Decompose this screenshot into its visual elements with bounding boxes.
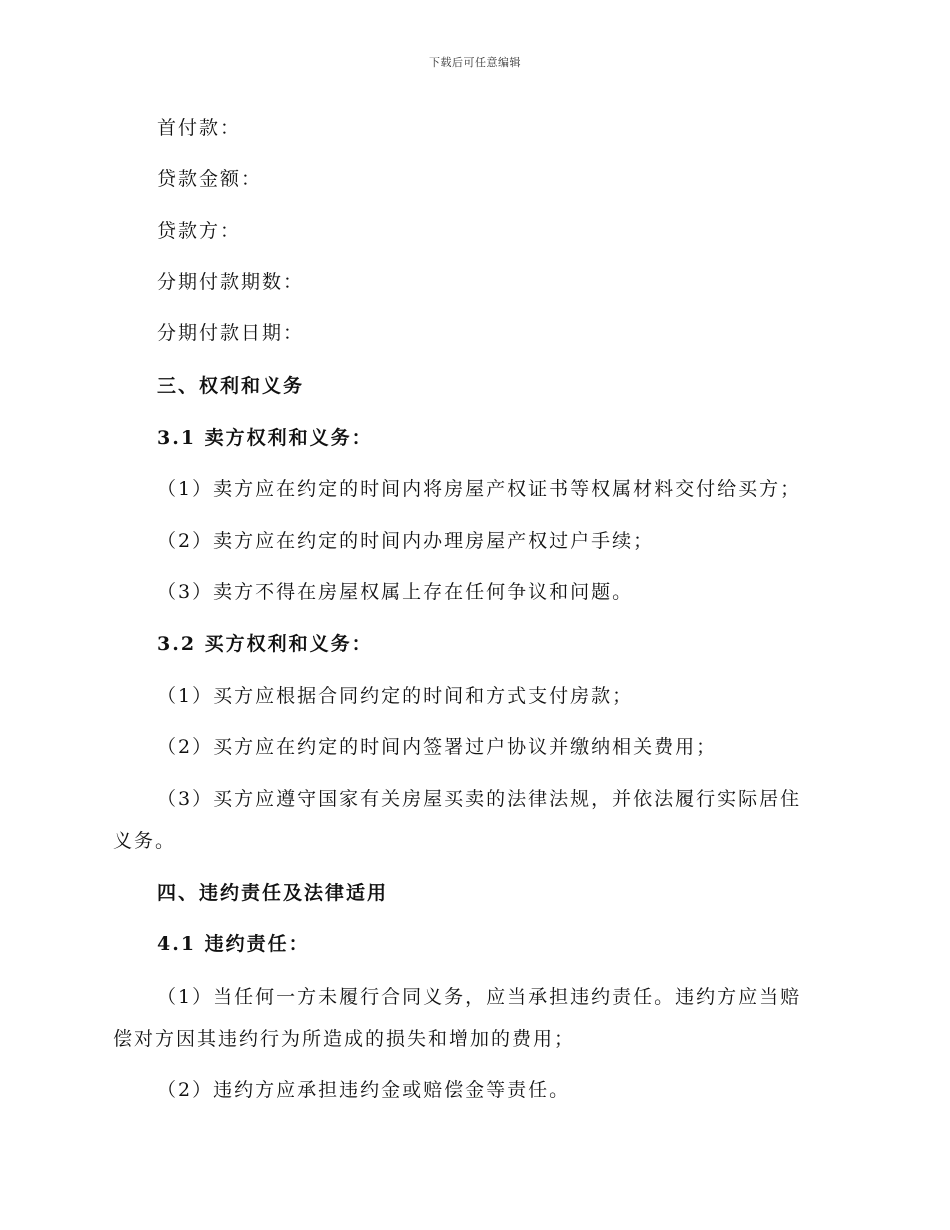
seller-item-2: （2）卖方应在约定的时间内办理房屋产权过户手续； bbox=[157, 530, 655, 552]
seller-item-1: （1）卖方应在约定的时间内将房屋产权证书等权属材料交付给买方； bbox=[157, 478, 802, 500]
section-4-title: 四、违约责任及法律适用 bbox=[157, 882, 389, 904]
seller-rights-title: 3.1 卖方权利和义务： bbox=[157, 427, 373, 449]
lender-label: 贷款方： bbox=[157, 220, 242, 242]
buyer-item-2: （2）买方应在约定的时间内签署过户协议并缴纳相关费用； bbox=[157, 736, 718, 758]
buyer-rights-title: 3.2 买方权利和义务： bbox=[157, 633, 373, 655]
liability-item-2: （2）违约方应承担违约金或赔偿金等责任。 bbox=[157, 1079, 571, 1101]
buyer-item-3-line-1: （3）买方应遵守国家有关房屋买卖的法律法规，并依法履行实际居住 bbox=[157, 788, 802, 810]
liability-title: 4.1 违约责任： bbox=[157, 933, 310, 955]
installments-label: 分期付款期数： bbox=[157, 271, 305, 293]
liability-item-1-line-1: （1）当任何一方未履行合同义务，应当承担违约责任。违约方应当赔 bbox=[157, 986, 802, 1008]
buyer-item-1: （1）买方应根据合同约定的时间和方式支付房款； bbox=[157, 685, 634, 707]
buyer-item-3-line-2: 义务。 bbox=[113, 830, 177, 852]
seller-item-3: （3）卖方不得在房屋权属上存在任何争议和问题。 bbox=[157, 581, 634, 603]
down-payment-label: 首付款： bbox=[157, 117, 242, 139]
liability-item-1-line-2: 偿对方因其违约行为所造成的损失和增加的费用； bbox=[113, 1028, 576, 1050]
header-note: 下载后可任意编辑 bbox=[429, 56, 521, 69]
section-3-title: 三、权利和义务 bbox=[157, 375, 305, 397]
loan-amount-label: 贷款金额： bbox=[157, 168, 263, 190]
installment-date-label: 分期付款日期： bbox=[157, 322, 305, 344]
